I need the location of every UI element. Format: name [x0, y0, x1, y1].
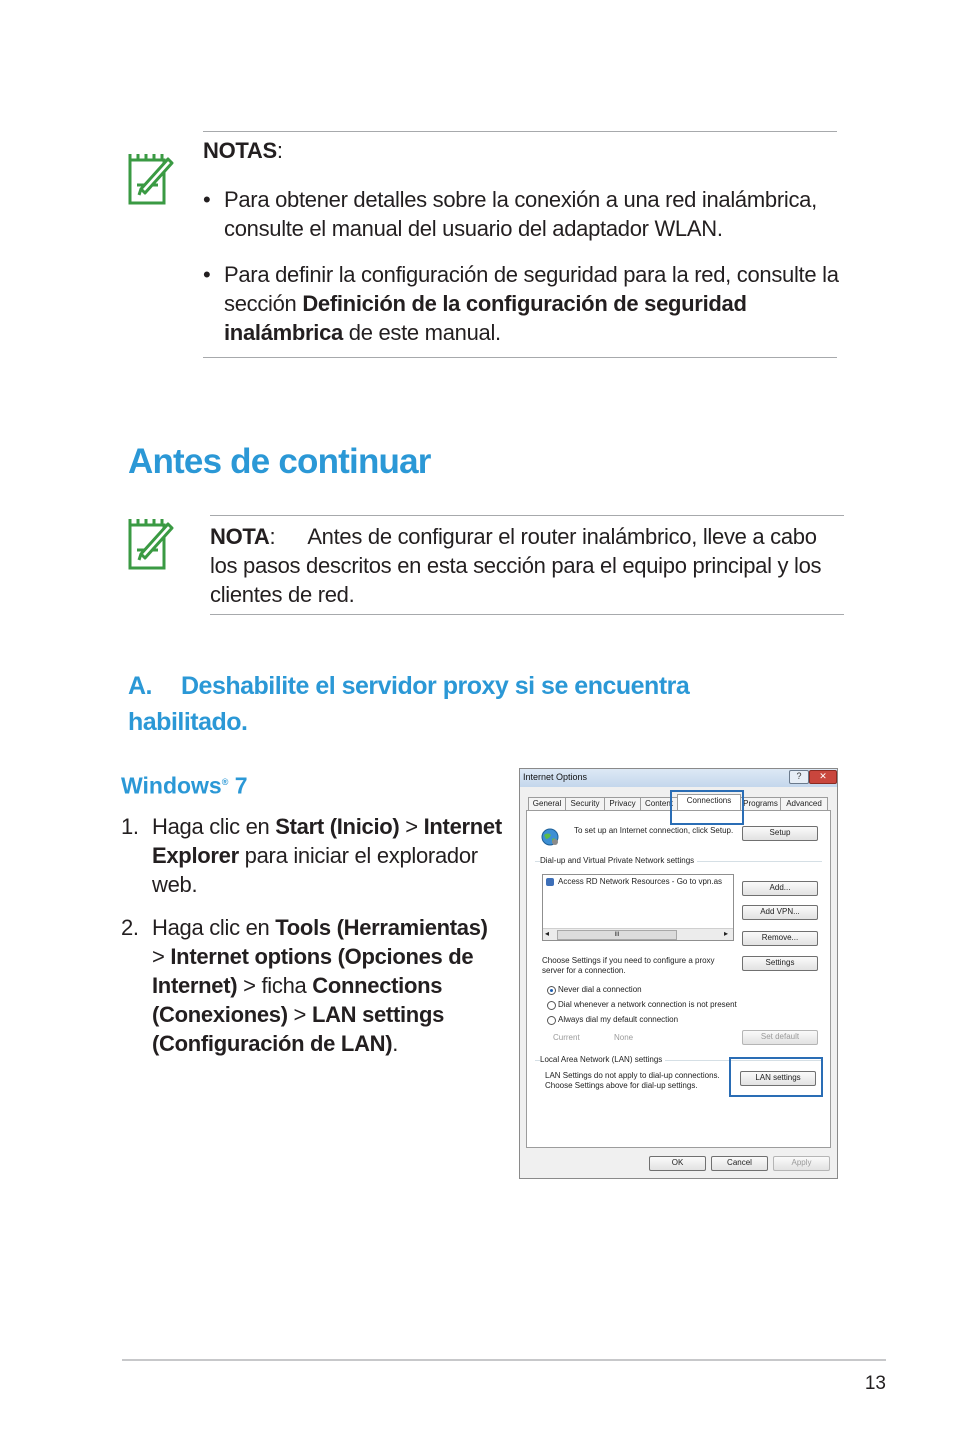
add-vpn-button[interactable]: Add VPN...	[742, 905, 818, 920]
tab-advanced[interactable]: Advanced	[780, 797, 828, 811]
scroll-right-icon[interactable]: ▸	[724, 929, 729, 938]
tab-connections[interactable]: Connections	[677, 794, 741, 812]
horizontal-scrollbar[interactable]	[543, 928, 733, 940]
nota-top-rule	[210, 515, 844, 516]
bullet-marker: •	[203, 262, 211, 287]
page-number: 13	[864, 1373, 886, 1394]
settings-button[interactable]: Settings	[742, 956, 818, 971]
scroll-thumb[interactable]: III	[557, 930, 677, 940]
notes-bullet-2: Para definir la configuración de seguridad para la red, consulte la sección Definición de la configuración de seguridad inalámbrica de este manual.	[224, 262, 839, 345]
connections-list[interactable]	[542, 874, 734, 941]
connections-tab-highlight	[670, 790, 744, 825]
tab-security[interactable]: Security	[565, 797, 605, 811]
globe-icon	[540, 827, 560, 847]
setup-text: To set up an Internet connection, click Setup.	[574, 826, 734, 835]
dialup-group-label: Dial-up and Virtual Private Network settings	[540, 856, 697, 866]
help-button[interactable]: ?	[789, 770, 809, 784]
radio-label: Never dial a connection	[558, 985, 642, 994]
radio-never-dial[interactable]	[547, 986, 556, 995]
notes-label: NOTAS:	[203, 138, 283, 163]
radio-always-dial[interactable]	[547, 1016, 556, 1025]
note-pencil-icon	[128, 151, 174, 205]
cancel-button[interactable]: Cancel	[711, 1156, 768, 1171]
note-pencil-icon	[128, 516, 174, 570]
ok-button[interactable]: OK	[649, 1156, 706, 1171]
nota-text: NOTA: Antes de configurar el router inalámbrico, lleve a cabo los pasos descritos en esta sección para el equipo principal y los clientes de red.	[210, 524, 822, 607]
nota-bottom-rule	[210, 614, 844, 615]
subheading: A. Deshabilite el servidor proxy si se encuentra habilitado.	[128, 672, 690, 736]
notes-bottom-rule	[203, 357, 837, 358]
radio-label: Always dial my default connection	[558, 1015, 679, 1024]
internet-options-dialog	[519, 768, 838, 1179]
set-default-button[interactable]: Set default	[742, 1030, 818, 1045]
step-1-text: Haga clic en Start (Inicio) > Internet Explorer para iniciar el explorador web.	[152, 814, 502, 897]
current-label: Current	[553, 1033, 580, 1042]
tab-programs[interactable]: Programs	[740, 797, 781, 811]
connections-panel	[526, 810, 831, 1148]
setup-button[interactable]: Setup	[742, 826, 818, 841]
current-value: None	[614, 1033, 634, 1042]
bullet-marker: •	[203, 187, 211, 212]
remove-button[interactable]: Remove...	[742, 931, 818, 946]
lan-text: LAN Settings do not apply to dial-up connections. Choose Settings above for dial-up settings.	[545, 1071, 720, 1090]
step-2-text: Haga clic en Tools (Herramientas) > Internet options (Opciones de Internet) > ficha Connections (Conexiones) > LAN settings (Configuración de LAN).	[152, 915, 488, 1056]
step-number: 2.	[121, 915, 139, 940]
radio-label: Dial whenever a network connection is not present	[558, 1000, 737, 1009]
scroll-left-icon[interactable]: ◂	[545, 929, 550, 938]
network-icon	[546, 878, 554, 886]
notes-bullet-1: Para obtener detalles sobre la conexión a una red inalámbrica, consulte el manual del usuario del adaptador WLAN.	[224, 187, 817, 241]
lan-settings-highlight	[729, 1057, 823, 1097]
lan-settings-button[interactable]: LAN settings	[740, 1071, 816, 1086]
tab-content[interactable]: Content	[640, 797, 678, 811]
lan-group-label: Local Area Network (LAN) settings	[540, 1055, 665, 1065]
close-button[interactable]: ✕	[809, 770, 837, 784]
list-item[interactable]: Access RD Network Resources - Go to vpn.as	[558, 877, 723, 886]
tab-privacy[interactable]: Privacy	[604, 797, 641, 811]
apply-button[interactable]: Apply	[773, 1156, 830, 1171]
os-heading: Windows® 7	[121, 772, 248, 799]
proxy-text: Choose Settings if you need to configure a proxy server for a connection.	[542, 956, 715, 975]
section-title: Antes de continuar	[128, 442, 431, 481]
footer-rule	[122, 1359, 886, 1361]
step-number: 1.	[121, 814, 139, 839]
dialog-title: Internet Options	[523, 772, 588, 782]
radio-dial-whenever[interactable]	[547, 1001, 556, 1010]
tab-general[interactable]: General	[528, 797, 566, 811]
add-button[interactable]: Add...	[742, 881, 818, 896]
notes-top-rule	[203, 131, 837, 132]
